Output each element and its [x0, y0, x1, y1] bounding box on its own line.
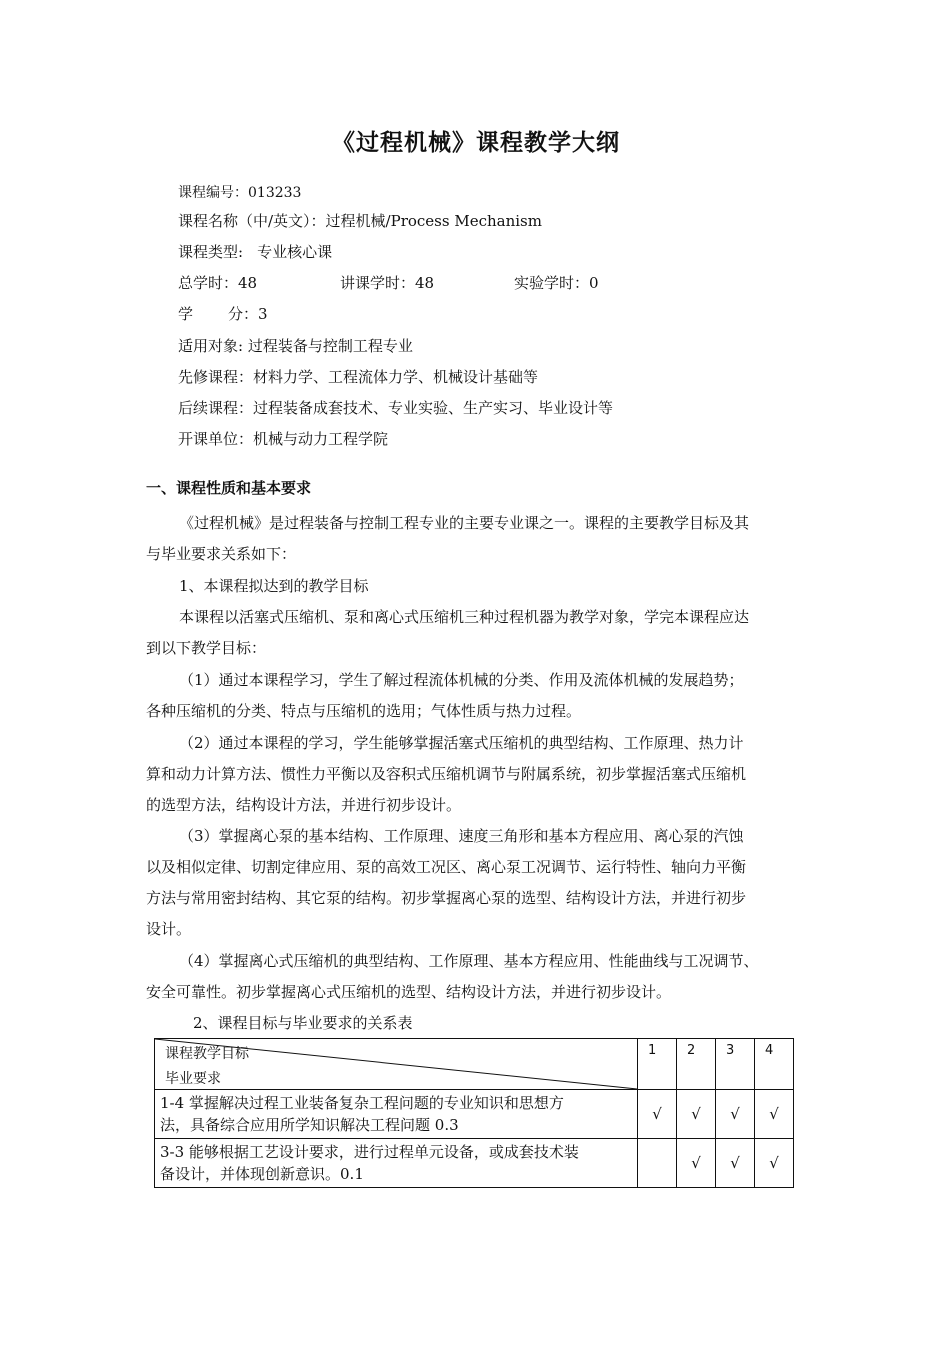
- check-cell: √: [716, 1139, 755, 1188]
- goal-3-line: 以及相似定律、切割定律应用、泵的高效工况区、离心泵工况调节、运行特性、轴向力平衡: [146, 858, 747, 876]
- lab-hours: 实验学时：0: [514, 274, 599, 292]
- check-cell: √: [716, 1090, 755, 1139]
- table-corner-cell: [155, 1039, 638, 1090]
- table-header-row: [155, 1039, 794, 1090]
- goal-1-line: （1）通过本课程学习，学生了解过程流体机械的分类、作用及流体机械的发展趋势；: [179, 671, 744, 689]
- course-type-value: 专业核心课: [257, 243, 333, 261]
- column-header: 2: [677, 1039, 716, 1090]
- goal-3-line: 方法与常用密封结构、其它泵的结构。初步掌握离心泵的选型、结构设计方法，并进行初步: [146, 889, 747, 907]
- corner-bottom-label: 毕业要求: [165, 1071, 221, 1087]
- teaching-unit: 开课单位：机械与动力工程学院: [178, 430, 389, 448]
- check-cell: [638, 1139, 677, 1188]
- section-heading: 一、课程性质和基本要求: [146, 479, 312, 497]
- goal-4-line: （4）掌握离心式压缩机的典型结构、工作原理、基本方程应用、性能曲线与工况调节、: [179, 952, 759, 970]
- target-audience: 适用对象: 过程装备与控制工程专业: [178, 337, 413, 355]
- paragraph-line: 与毕业要求关系如下：: [146, 545, 297, 563]
- total-hours: 总学时：48: [178, 274, 258, 292]
- document-title: 《过程机械》课程教学大纲: [332, 130, 620, 156]
- check-cell: √: [638, 1090, 677, 1139]
- credit-label-1: 学: [178, 305, 194, 323]
- goal-4-line: 安全可靠性。初步掌握离心式压缩机的选型、结构设计方法，并进行初步设计。: [146, 983, 672, 1001]
- goal-1-line: 各种压缩机的分类、特点与压缩机的选用；气体性质与热力过程。: [146, 702, 582, 720]
- course-code: 课程编号：013233: [178, 185, 302, 201]
- course-type-label: 课程类型:: [178, 243, 244, 261]
- credit-label-2: 分：3: [228, 305, 268, 323]
- goal-2-line: 算和动力计算方法、惯性力平衡以及容积式压缩机调节与附属系统，初步掌握活塞式压缩机: [146, 765, 747, 783]
- goal-3-line: （3）掌握离心泵的基本结构、工作原理、速度三角形和基本方程应用、离心泵的汽蚀: [179, 827, 744, 845]
- table-row: [155, 1090, 794, 1139]
- paragraph-line: 《过程机械》是过程装备与控制工程专业的主要专业课之一。课程的主要教学目标及其: [179, 514, 750, 532]
- course-name: 课程名称（中/英文）：过程机械/Process Mechanism: [178, 212, 542, 230]
- paragraph-line: 到以下教学目标：: [146, 639, 267, 657]
- check-cell: √: [755, 1139, 794, 1188]
- check-cell: √: [677, 1090, 716, 1139]
- table-row: [155, 1139, 794, 1188]
- credit-row: [178, 304, 268, 324]
- check-cell: √: [755, 1090, 794, 1139]
- requirement-cell: 3-3 能够根据工艺设计要求，进行过程单元设备，或成套技术装 备设计，并体现创新意识。0.1: [155, 1139, 638, 1188]
- requirement-cell: 1-4 掌握解决过程工业装备复杂工程问题的专业知识和思想方 法，具备综合应用所学知识解决工程问题 0.3: [155, 1090, 638, 1139]
- hours-row: [178, 273, 599, 293]
- course-type: [178, 242, 332, 262]
- subheading-relation-table: 2、课程目标与毕业要求的关系表: [193, 1014, 413, 1032]
- column-header: 3: [716, 1039, 755, 1090]
- goal-2-line: （2）通过本课程的学习，学生能够掌握活塞式压缩机的典型结构、工作原理、热力计: [179, 734, 744, 752]
- check-cell: √: [677, 1139, 716, 1188]
- relation-table: [154, 1038, 794, 1188]
- goal-3-line: 设计。: [146, 920, 192, 938]
- column-header: 1: [638, 1039, 677, 1090]
- following-courses: 后续课程：过程装备成套技术、专业实验、生产实习、毕业设计等: [178, 399, 614, 417]
- column-header: 4: [755, 1039, 794, 1090]
- subheading-goals: 1、本课程拟达到的教学目标: [179, 577, 369, 595]
- lecture-hours: 讲课学时：48: [340, 274, 435, 292]
- corner-top-label: 课程教学目标: [165, 1046, 249, 1062]
- paragraph-line: 本课程以活塞式压缩机、泵和离心式压缩机三种过程机器为教学对象，学完本课程应达: [179, 608, 750, 626]
- prerequisite-courses: 先修课程：材料力学、工程流体力学、机械设计基础等: [178, 368, 539, 386]
- goal-2-line: 的选型方法，结构设计方法，并进行初步设计。: [146, 796, 462, 814]
